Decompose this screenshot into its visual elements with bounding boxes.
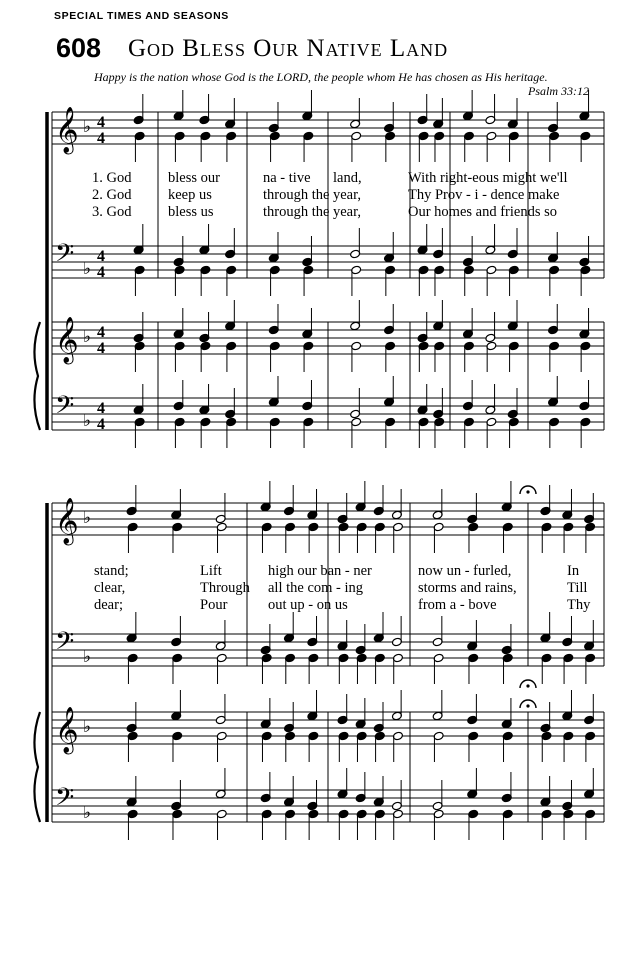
treble-clef: 𝄞: [55, 498, 79, 544]
bass-clef: 𝄢: [55, 239, 75, 274]
flat-key-signature: ♭: [83, 647, 92, 667]
time-signature-bottom: 4: [97, 264, 105, 281]
lyric-syllables: With right-eous might we'll: [408, 170, 568, 186]
lyric-syllables: 3. God: [92, 204, 132, 220]
lyric-syllables: stand;: [94, 563, 129, 579]
lyric-syllables: keep us: [168, 187, 212, 203]
time-signature-top: 4: [97, 324, 105, 341]
lyric-syllables: bless us: [168, 204, 214, 220]
flat-key-signature: ♭: [83, 717, 92, 737]
lyric-syllables: clear,: [94, 580, 126, 596]
lyric-syllables: all the com - ing: [268, 580, 364, 596]
piano-brace: [34, 322, 40, 430]
lyric-syllables: land,: [333, 170, 362, 186]
flat-key-signature: ♭: [83, 259, 92, 279]
fermata-dot: [526, 684, 529, 687]
lyric-syllables: dear;: [94, 597, 123, 613]
lyric-syllables: out up - on us: [268, 597, 348, 613]
time-signature-top: 4: [97, 114, 105, 131]
bass-clef: 𝄢: [55, 783, 75, 818]
piano-brace: [34, 712, 40, 822]
lyric-syllables: from a - bove: [418, 597, 497, 613]
lyric-syllables: year,: [333, 187, 361, 203]
lyric-syllables: Through: [200, 580, 250, 596]
flat-key-signature: ♭: [83, 117, 92, 137]
flat-key-signature: ♭: [83, 508, 92, 528]
time-signature-top: 4: [97, 248, 105, 265]
bass-clef: 𝄢: [55, 391, 75, 426]
lyric-syllables: 2. God: [92, 187, 132, 203]
flat-key-signature: ♭: [83, 327, 92, 347]
epigraph-citation: Psalm 33:12: [528, 84, 589, 98]
treble-clef: 𝄞: [55, 707, 79, 753]
lyric-syllables: through the: [263, 204, 330, 220]
flat-key-signature: ♭: [83, 411, 92, 431]
lyric-syllables: through the: [263, 187, 330, 203]
fermata-dot: [526, 490, 529, 493]
lyric-syllables: 1. God: [92, 170, 132, 186]
lyric-syllables: In: [567, 563, 580, 579]
time-signature-top: 4: [97, 400, 105, 417]
flat-key-signature: ♭: [83, 803, 92, 823]
section-heading: SPECIAL TIMES AND SEASONS: [54, 10, 229, 22]
epigraph: Happy is the nation whose God is the LORD, the people whom He has chosen as His heritage.: [94, 70, 548, 84]
lyric-syllables: Lift: [200, 563, 222, 579]
lyric-syllables: Pour: [200, 597, 228, 613]
lyric-syllables: Thy: [567, 597, 591, 613]
bass-clef: 𝄢: [55, 627, 75, 662]
lyric-syllables: high our ban - ner: [268, 563, 372, 579]
lyric-syllables: bless our: [168, 170, 220, 186]
time-signature-bottom: 4: [97, 340, 105, 357]
time-signature-bottom: 4: [97, 416, 105, 433]
treble-clef: 𝄞: [55, 107, 79, 153]
lyric-syllables: Till: [567, 580, 588, 596]
lyric-syllables: Thy Prov - i - dence make: [408, 187, 560, 203]
hymn-number: 608: [56, 33, 102, 63]
lyric-syllables: Our homes and friends so: [408, 204, 558, 220]
time-signature-bottom: 4: [97, 130, 105, 147]
fermata-dot: [526, 704, 529, 707]
lyric-syllables: year,: [333, 204, 361, 220]
hymn-title: God Bless Our Native Land: [128, 35, 449, 62]
lyric-syllables: na - tive: [263, 170, 311, 186]
treble-clef: 𝄞: [55, 317, 79, 363]
lyric-syllables: now un - furled,: [418, 563, 512, 579]
lyric-syllables: storms and rains,: [418, 580, 517, 596]
